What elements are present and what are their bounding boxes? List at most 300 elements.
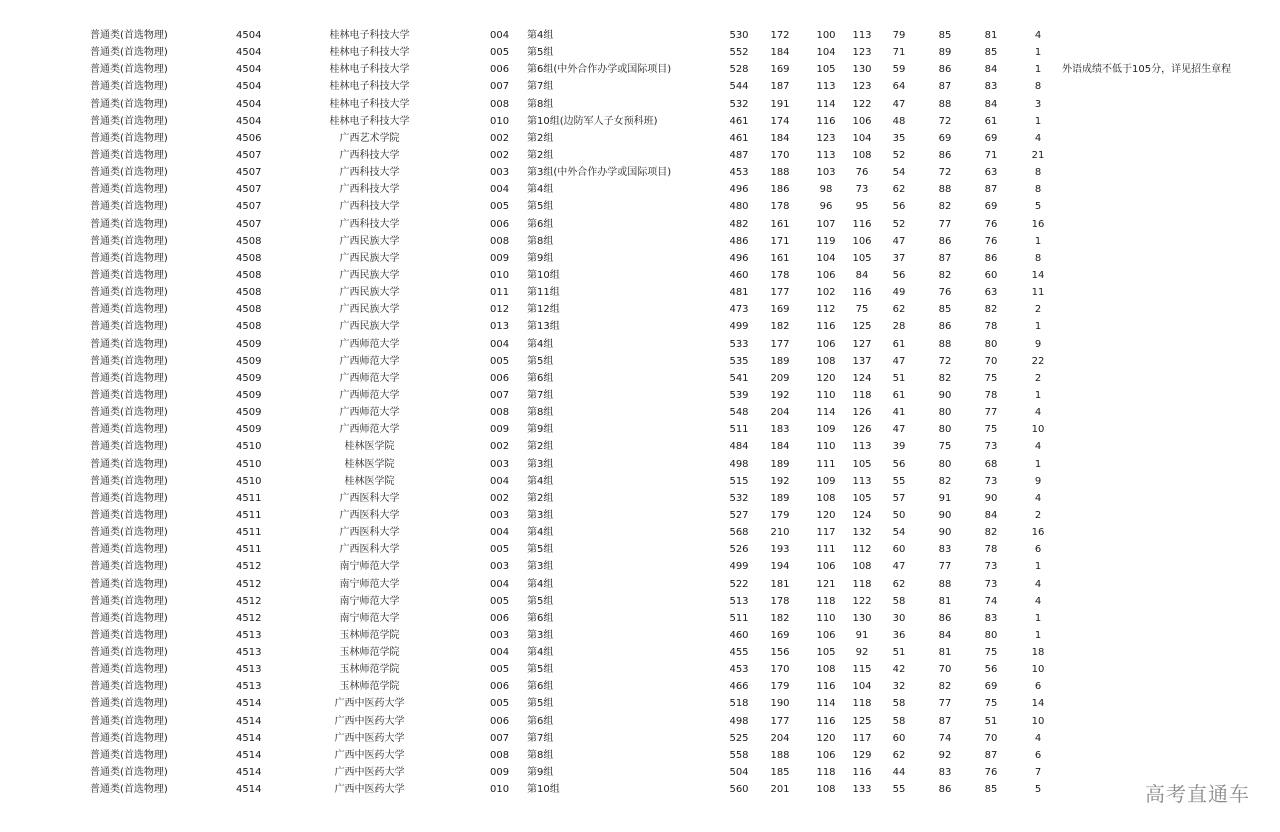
score-cell: 461	[729, 115, 749, 127]
category-cell: 普通类(首选物理)	[90, 475, 168, 487]
score-cell: 481	[729, 287, 749, 299]
score-cell: 69	[938, 132, 952, 144]
university-name-cell: 桂林医学院	[344, 441, 395, 453]
university-code-cell: 4509	[236, 338, 262, 350]
category-cell: 普通类(首选物理)	[90, 749, 168, 761]
score-cell: 513	[729, 595, 749, 607]
score-cell: 90	[984, 492, 998, 504]
university-code-cell: 4512	[236, 578, 262, 590]
university-code-cell: 4508	[236, 235, 262, 247]
score-cell: 83	[938, 767, 952, 779]
score-cell: 188	[770, 167, 790, 179]
score-cell: 69	[984, 681, 998, 693]
score-cell: 115	[852, 664, 872, 676]
score-cell: 73	[984, 475, 998, 487]
group-code-cell: 010	[490, 269, 510, 281]
score-cell: 76	[938, 287, 952, 299]
group-code-cell: 008	[490, 235, 510, 247]
score-cell: 81	[938, 647, 952, 659]
score-cell: 486	[729, 235, 749, 247]
score-cell: 102	[816, 287, 836, 299]
group-name-cell: 第6组	[527, 715, 554, 727]
group-name-cell: 第8组	[527, 407, 554, 419]
category-cell: 普通类(首选物理)	[90, 441, 168, 453]
university-name-cell: 玉林师范学院	[339, 681, 400, 693]
score-cell: 77	[938, 218, 952, 230]
university-code-cell: 4514	[236, 767, 262, 779]
score-cell: 1	[1034, 458, 1042, 470]
university-code-cell: 4513	[236, 647, 262, 659]
university-name-cell: 广西师范大学	[339, 424, 400, 436]
group-name-cell: 第3组	[527, 629, 554, 641]
score-cell: 10	[1031, 664, 1045, 676]
score-cell: 118	[816, 767, 836, 779]
group-code-cell: 005	[490, 595, 510, 607]
score-cell: 1	[1034, 612, 1042, 624]
table-row	[0, 198, 1280, 215]
score-cell: 178	[770, 269, 790, 281]
score-cell: 11	[1031, 287, 1045, 299]
score-cell: 84	[855, 269, 869, 281]
university-name-cell: 广西医科大学	[339, 509, 400, 521]
score-cell: 48	[892, 115, 906, 127]
category-cell: 普通类(首选物理)	[90, 698, 168, 710]
score-cell: 51	[984, 715, 998, 727]
score-cell: 86	[938, 784, 952, 796]
score-cell: 461	[729, 132, 749, 144]
table-row	[0, 61, 1280, 78]
score-cell: 86	[938, 321, 952, 333]
group-code-cell: 006	[490, 612, 510, 624]
category-cell: 普通类(首选物理)	[90, 578, 168, 590]
university-code-cell: 4514	[236, 698, 262, 710]
score-cell: 498	[729, 458, 749, 470]
score-cell: 82	[938, 372, 952, 384]
group-name-cell: 第6组	[527, 218, 554, 230]
table-row	[0, 764, 1280, 781]
table-row	[0, 216, 1280, 233]
score-cell: 98	[819, 184, 833, 196]
category-cell: 普通类(首选物理)	[90, 492, 168, 504]
score-cell: 169	[770, 304, 790, 316]
score-cell: 61	[984, 115, 998, 127]
score-cell: 77	[984, 407, 998, 419]
university-code-cell: 4511	[236, 492, 262, 504]
score-cell: 120	[816, 509, 836, 521]
group-name-cell: 第7组	[527, 81, 554, 93]
university-name-cell: 广西民族大学	[339, 287, 400, 299]
score-cell: 62	[892, 304, 906, 316]
group-code-cell: 013	[490, 321, 510, 333]
category-cell: 普通类(首选物理)	[90, 115, 168, 127]
university-name-cell: 玉林师范学院	[339, 664, 400, 676]
score-cell: 466	[729, 681, 749, 693]
score-cell: 455	[729, 647, 749, 659]
group-name-cell: 第3组(中外合作办学或国际项目)	[527, 167, 672, 179]
category-cell: 普通类(首选物理)	[90, 338, 168, 350]
group-name-cell: 第10组(边防军人子女预科班)	[527, 115, 658, 127]
score-cell: 83	[984, 81, 998, 93]
score-cell: 92	[938, 749, 952, 761]
university-name-cell: 南宁师范大学	[339, 578, 400, 590]
score-cell: 87	[938, 715, 952, 727]
score-cell: 72	[938, 167, 952, 179]
score-cell: 179	[770, 681, 790, 693]
score-cell: 106	[816, 749, 836, 761]
score-cell: 51	[892, 647, 906, 659]
score-cell: 86	[938, 149, 952, 161]
score-cell: 22	[1031, 355, 1045, 367]
score-cell: 124	[852, 372, 872, 384]
watermark: 高考直通车	[1145, 782, 1250, 806]
score-cell: 129	[852, 749, 872, 761]
score-cell: 10	[1031, 424, 1045, 436]
university-code-cell: 4508	[236, 252, 262, 264]
group-name-cell: 第7组	[527, 389, 554, 401]
score-cell: 76	[984, 767, 998, 779]
score-cell: 130	[852, 64, 872, 76]
score-cell: 122	[852, 595, 872, 607]
university-name-cell: 广西师范大学	[339, 338, 400, 350]
score-cell: 1	[1034, 115, 1042, 127]
score-cell: 499	[729, 321, 749, 333]
score-cell: 181	[770, 578, 790, 590]
score-cell: 84	[938, 629, 952, 641]
university-name-cell: 广西科技大学	[339, 184, 400, 196]
group-name-cell: 第8组	[527, 749, 554, 761]
score-cell: 1	[1034, 235, 1042, 247]
university-code-cell: 4507	[236, 167, 262, 179]
table-row	[0, 438, 1280, 455]
score-cell: 90	[938, 527, 952, 539]
score-cell: 75	[984, 698, 998, 710]
table-row	[0, 576, 1280, 593]
category-cell: 普通类(首选物理)	[90, 47, 168, 59]
score-cell: 186	[770, 184, 790, 196]
score-cell: 522	[729, 578, 749, 590]
score-cell: 169	[770, 64, 790, 76]
score-cell: 85	[938, 304, 952, 316]
group-name-cell: 第12组	[527, 304, 560, 316]
category-cell: 普通类(首选物理)	[90, 407, 168, 419]
score-cell: 1	[1034, 561, 1042, 573]
score-cell: 113	[852, 30, 872, 41]
score-cell: 473	[729, 304, 749, 316]
score-cell: 201	[770, 784, 790, 796]
score-cell: 453	[729, 664, 749, 676]
score-cell: 106	[816, 269, 836, 281]
group-code-cell: 012	[490, 304, 510, 316]
score-cell: 5	[1034, 201, 1042, 213]
score-cell: 116	[852, 767, 872, 779]
score-cell: 105	[852, 252, 872, 264]
table-row	[0, 250, 1280, 267]
score-cell: 61	[892, 338, 906, 350]
score-cell: 37	[892, 252, 906, 264]
group-name-cell: 第5组	[527, 698, 554, 710]
university-name-cell: 广西医科大学	[339, 544, 400, 556]
score-cell: 544	[729, 81, 749, 93]
score-cell: 194	[770, 561, 790, 573]
score-cell: 2	[1034, 372, 1042, 384]
score-cell: 74	[938, 732, 952, 744]
score-cell: 116	[816, 321, 836, 333]
score-cell: 79	[892, 30, 906, 41]
score-cell: 105	[816, 647, 836, 659]
table-row	[0, 558, 1280, 575]
table-row	[0, 541, 1280, 558]
score-cell: 90	[938, 509, 952, 521]
group-code-cell: 004	[490, 338, 510, 350]
score-cell: 70	[984, 732, 998, 744]
score-cell: 123	[852, 47, 872, 59]
group-name-cell: 第6组	[527, 372, 554, 384]
group-name-cell: 第6组	[527, 612, 554, 624]
score-cell: 113	[816, 81, 836, 93]
table-row	[0, 593, 1280, 610]
table-row	[0, 130, 1280, 147]
category-cell: 普通类(首选物理)	[90, 595, 168, 607]
group-code-cell: 005	[490, 544, 510, 556]
group-code-cell: 007	[490, 81, 510, 93]
table-row	[0, 284, 1280, 301]
university-code-cell: 4504	[236, 30, 262, 41]
score-cell: 110	[816, 389, 836, 401]
score-cell: 75	[984, 372, 998, 384]
score-cell: 82	[938, 201, 952, 213]
group-name-cell: 第8组	[527, 98, 554, 110]
category-cell: 普通类(首选物理)	[90, 235, 168, 247]
category-cell: 普通类(首选物理)	[90, 424, 168, 436]
score-cell: 108	[816, 355, 836, 367]
group-name-cell: 第11组	[527, 287, 560, 299]
table-row	[0, 233, 1280, 250]
university-code-cell: 4507	[236, 201, 262, 213]
group-name-cell: 第4组	[527, 338, 554, 350]
group-name-cell: 第4组	[527, 184, 554, 196]
group-code-cell: 003	[490, 458, 510, 470]
score-cell: 177	[770, 338, 790, 350]
group-code-cell: 002	[490, 149, 510, 161]
score-cell: 56	[892, 269, 906, 281]
score-cell: 541	[729, 372, 749, 384]
score-cell: 496	[729, 184, 749, 196]
group-name-cell: 第10组	[527, 784, 560, 796]
score-cell: 87	[984, 749, 998, 761]
university-code-cell: 4508	[236, 321, 262, 333]
score-cell: 62	[892, 749, 906, 761]
score-cell: 52	[892, 149, 906, 161]
group-name-cell: 第4组	[527, 30, 554, 41]
group-code-cell: 010	[490, 115, 510, 127]
group-name-cell: 第2组	[527, 492, 554, 504]
university-code-cell: 4504	[236, 81, 262, 93]
score-cell: 1	[1034, 64, 1042, 76]
score-cell: 189	[770, 492, 790, 504]
score-cell: 108	[816, 784, 836, 796]
category-cell: 普通类(首选物理)	[90, 389, 168, 401]
group-code-cell: 008	[490, 98, 510, 110]
score-cell: 113	[852, 475, 872, 487]
score-cell: 108	[852, 561, 872, 573]
score-cell: 2	[1034, 304, 1042, 316]
category-cell: 普通类(首选物理)	[90, 784, 168, 796]
score-cell: 73	[984, 441, 998, 453]
score-cell: 6	[1034, 749, 1042, 761]
score-cell: 109	[816, 475, 836, 487]
group-name-cell: 第8组	[527, 235, 554, 247]
university-name-cell: 广西中医药大学	[334, 732, 405, 744]
group-name-cell: 第5组	[527, 595, 554, 607]
score-cell: 63	[984, 167, 998, 179]
group-name-cell: 第5组	[527, 201, 554, 213]
score-cell: 41	[892, 407, 906, 419]
score-cell: 55	[892, 475, 906, 487]
score-cell: 190	[770, 698, 790, 710]
category-cell: 普通类(首选物理)	[90, 252, 168, 264]
category-cell: 普通类(首选物理)	[90, 218, 168, 230]
category-cell: 普通类(首选物理)	[90, 767, 168, 779]
score-cell: 35	[892, 132, 906, 144]
score-cell: 172	[770, 30, 790, 41]
score-cell: 80	[938, 407, 952, 419]
category-cell: 普通类(首选物理)	[90, 509, 168, 521]
score-cell: 105	[852, 458, 872, 470]
table-row	[0, 164, 1280, 181]
score-cell: 496	[729, 252, 749, 264]
group-code-cell: 008	[490, 749, 510, 761]
score-cell: 4	[1034, 732, 1042, 744]
group-name-cell: 第2组	[527, 132, 554, 144]
category-cell: 普通类(首选物理)	[90, 544, 168, 556]
table-row	[0, 644, 1280, 661]
score-cell: 75	[984, 424, 998, 436]
score-cell: 110	[816, 612, 836, 624]
university-name-cell: 南宁师范大学	[339, 612, 400, 624]
university-code-cell: 4508	[236, 287, 262, 299]
score-cell: 182	[770, 612, 790, 624]
score-cell: 88	[938, 184, 952, 196]
score-cell: 91	[938, 492, 952, 504]
score-cell: 482	[729, 218, 749, 230]
score-cell: 77	[938, 698, 952, 710]
score-cell: 111	[816, 544, 836, 556]
group-code-cell: 006	[490, 715, 510, 727]
score-cell: 178	[770, 595, 790, 607]
score-cell: 104	[852, 681, 872, 693]
score-cell: 62	[892, 578, 906, 590]
score-cell: 75	[855, 304, 869, 316]
score-cell: 47	[892, 98, 906, 110]
score-cell: 104	[852, 132, 872, 144]
score-cell: 453	[729, 167, 749, 179]
university-name-cell: 广西科技大学	[339, 201, 400, 213]
score-cell: 86	[938, 64, 952, 76]
university-name-cell: 桂林电子科技大学	[329, 81, 410, 93]
category-cell: 普通类(首选物理)	[90, 201, 168, 213]
score-cell: 184	[770, 132, 790, 144]
table-row	[0, 661, 1280, 678]
score-cell: 133	[852, 784, 872, 796]
score-cell: 113	[816, 149, 836, 161]
group-name-cell: 第5组	[527, 355, 554, 367]
score-cell: 123	[816, 132, 836, 144]
score-cell: 8	[1034, 252, 1042, 264]
score-cell: 100	[816, 30, 836, 41]
score-cell: 191	[770, 98, 790, 110]
score-cell: 487	[729, 149, 749, 161]
category-cell: 普通类(首选物理)	[90, 64, 168, 76]
score-cell: 106	[816, 629, 836, 641]
group-name-cell: 第4组	[527, 578, 554, 590]
group-code-cell: 004	[490, 184, 510, 196]
group-name-cell: 第4组	[527, 475, 554, 487]
university-name-cell: 广西科技大学	[339, 149, 400, 161]
university-name-cell: 广西师范大学	[339, 389, 400, 401]
table-row	[0, 44, 1280, 61]
university-name-cell: 广西民族大学	[339, 269, 400, 281]
score-cell: 47	[892, 235, 906, 247]
score-cell: 92	[855, 647, 869, 659]
university-code-cell: 4511	[236, 509, 262, 521]
table-row	[0, 267, 1280, 284]
score-cell: 117	[816, 527, 836, 539]
score-cell: 6	[1034, 544, 1042, 556]
score-cell: 80	[938, 458, 952, 470]
score-cell: 109	[816, 424, 836, 436]
university-name-cell: 南宁师范大学	[339, 595, 400, 607]
score-cell: 4	[1034, 595, 1042, 607]
score-cell: 105	[816, 64, 836, 76]
score-cell: 4	[1034, 30, 1042, 41]
score-cell: 170	[770, 149, 790, 161]
group-code-cell: 004	[490, 30, 510, 41]
score-cell: 108	[816, 492, 836, 504]
score-cell: 498	[729, 715, 749, 727]
score-cell: 108	[816, 664, 836, 676]
score-cell: 49	[892, 287, 906, 299]
university-name-cell: 广西中医药大学	[334, 698, 405, 710]
score-cell: 161	[770, 252, 790, 264]
score-cell: 116	[816, 715, 836, 727]
score-cell: 88	[938, 338, 952, 350]
university-code-cell: 4511	[236, 527, 262, 539]
score-cell: 105	[852, 492, 872, 504]
score-cell: 76	[855, 167, 869, 179]
score-cell: 188	[770, 749, 790, 761]
category-cell: 普通类(首选物理)	[90, 612, 168, 624]
table-row	[0, 678, 1280, 695]
group-code-cell: 005	[490, 698, 510, 710]
score-cell: 127	[852, 338, 872, 350]
group-name-cell: 第5组	[527, 47, 554, 59]
group-name-cell: 第2组	[527, 149, 554, 161]
category-cell: 普通类(首选物理)	[90, 664, 168, 676]
score-cell: 16	[1031, 218, 1045, 230]
score-cell: 177	[770, 287, 790, 299]
university-name-cell: 广西中医药大学	[334, 784, 405, 796]
score-cell: 75	[938, 441, 952, 453]
score-cell: 4	[1034, 492, 1042, 504]
score-cell: 460	[729, 629, 749, 641]
category-cell: 普通类(首选物理)	[90, 458, 168, 470]
university-code-cell: 4508	[236, 304, 262, 316]
score-cell: 60	[892, 544, 906, 556]
score-cell: 83	[984, 612, 998, 624]
score-cell: 209	[770, 372, 790, 384]
score-cell: 30	[892, 612, 906, 624]
score-cell: 82	[984, 304, 998, 316]
